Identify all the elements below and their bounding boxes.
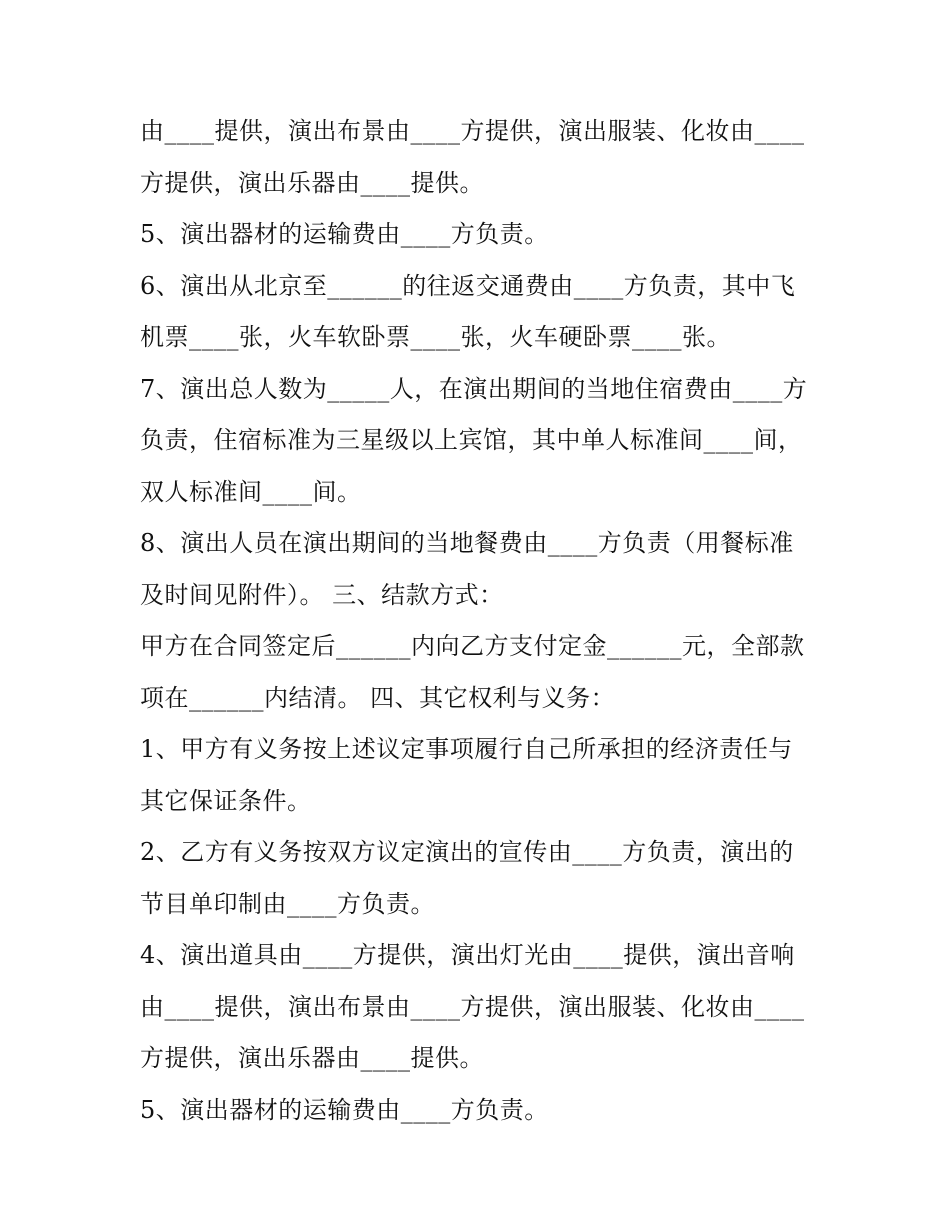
document-body <box>140 106 820 1136</box>
text-line: 6、演出从北京至______的往返交通费由____方负责，其中飞 <box>140 271 796 300</box>
text-line: 甲方在合同签定后______内向乙方支付定金______元，全部款 <box>140 632 805 660</box>
text-line: 其它保证条件。 <box>140 786 312 815</box>
text-line: 5、演出器材的运输费由____方负责。 <box>140 220 549 248</box>
text-line: 项在______内结清。 四、其它权利与义务： <box>140 683 616 712</box>
text-line: 8、演出人员在演出期间的当地餐费由____方负责（用餐标准 <box>140 529 794 557</box>
text-line: 7、演出总人数为_____人，在演出期间的当地住宿费由____方 <box>140 374 808 403</box>
text-line: 方提供，演出乐器由____提供。 <box>140 1044 484 1072</box>
text-line: 方提供，演出乐器由____提供。 <box>140 168 484 197</box>
text-line: 2、乙方有义务按双方议定演出的宣传由____方负责，演出的 <box>140 838 794 866</box>
text-line: 由____提供，演出布景由____方提供，演出服装、化妆由____ <box>140 992 805 1021</box>
text-line: 1、甲方有义务按上述议定事项履行自己所承担的经济责任与 <box>140 735 793 763</box>
text-line: 负责，住宿标准为三星级以上宾馆，其中单人标准间____间， <box>140 426 803 454</box>
text-line: 双人标准间____间。 <box>140 477 362 506</box>
text-line: 及时间见附件）。 三、结款方式： <box>140 580 504 609</box>
text-line: 节目单印制由____方负责。 <box>140 889 435 918</box>
text-line: 4、演出道具由____方提供，演出灯光由____提供，演出音响 <box>140 941 795 969</box>
text-line: 机票____张，火车软卧票____张，火车硬卧票____张。 <box>140 323 731 351</box>
text-line: 由____提供，演出布景由____方提供，演出服装、化妆由____ <box>140 117 805 145</box>
text-line: 5、演出器材的运输费由____方负责。 <box>140 1095 549 1124</box>
